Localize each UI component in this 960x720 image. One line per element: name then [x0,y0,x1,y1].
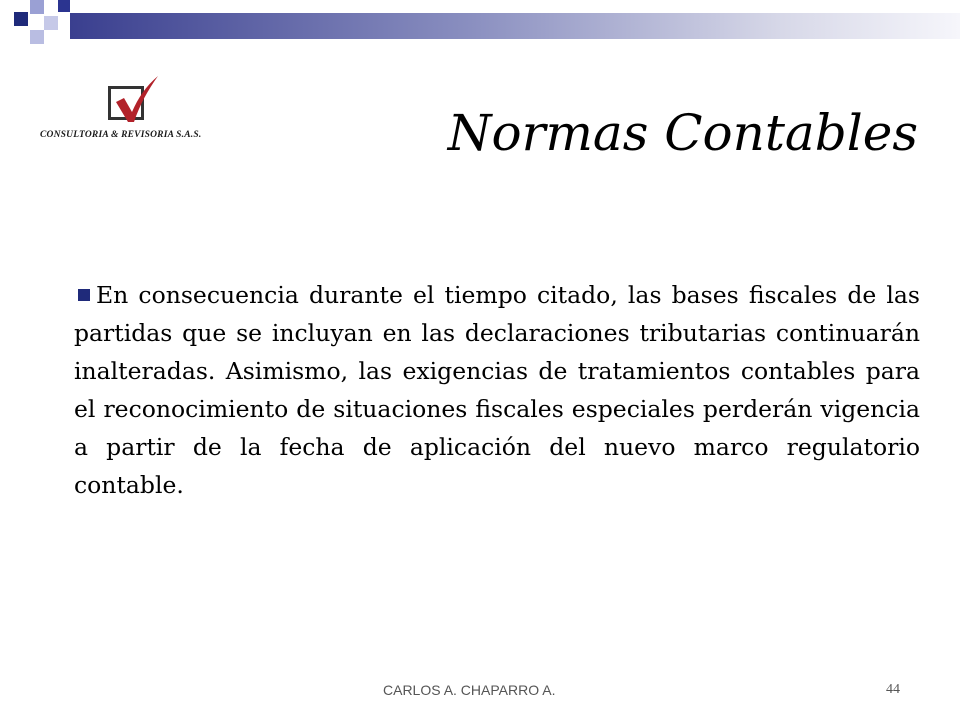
logo-text: CONSULTORIA & REVISORIA S.A.S. [40,130,202,140]
slide-title: Normas Contables [447,104,918,162]
decor-square [44,16,58,30]
decor-square [30,30,44,44]
checkmark-icon [102,76,162,126]
decor-square [58,0,70,12]
slide-body-text: En consecuencia durante el tiempo citado, las bases fiscales de las partidas que se incluyan en las declaraciones tributarias continuarán inalteradas. Asimismo, las exigencias de tratamientos contables para el reconocimiento de situaciones fiscales especiales perderán vigencia a partir de la fecha de aplicación del nuevo marco regulatorio contable. [74,281,920,499]
slide-body [74,276,920,504]
header-gradient-bar [70,13,960,39]
page-number: 44 [886,682,900,697]
footer-author: CARLOS A. CHAPARRO A. [383,682,556,698]
decor-square [14,12,28,26]
bullet-icon [78,289,90,301]
decor-square [30,0,44,14]
company-logo [40,76,220,146]
